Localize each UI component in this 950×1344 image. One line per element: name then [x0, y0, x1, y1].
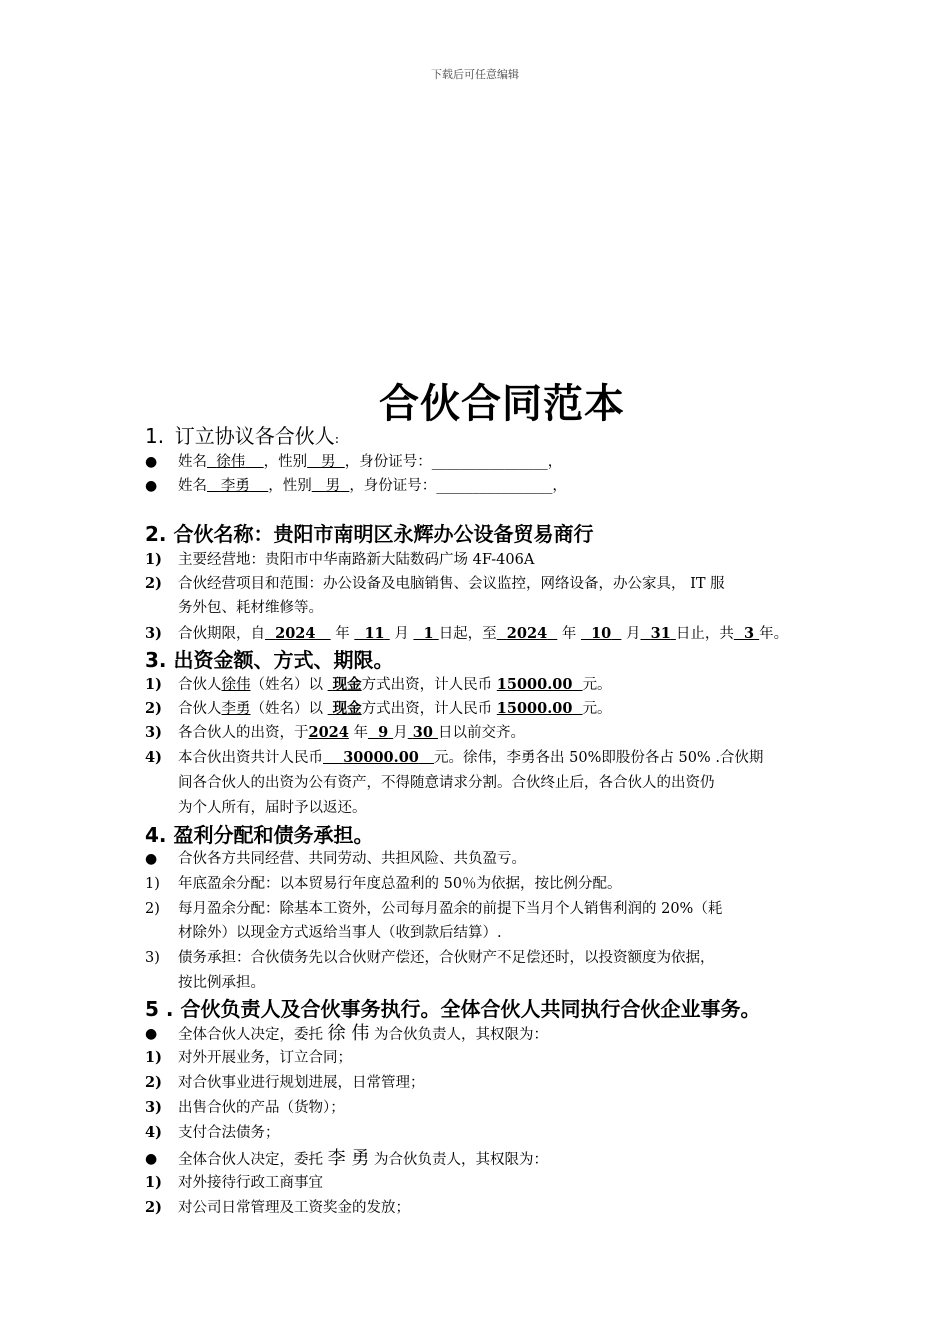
contribution-deadline: 各合伙人的出资，于2024 年 9 月 30 日以前交齐。 — [178, 724, 526, 741]
id-label: ，身份证号： — [349, 478, 437, 494]
gender-label: ，性别 — [263, 454, 308, 470]
partner-1-gender: 男 — [320, 454, 336, 470]
business-address: 主要经营地：贵阳市中华南路新大陆数码广场 4F-406A — [178, 552, 535, 568]
delegate-2: 全体合伙人决定，委托 李 勇 为合伙负责人，其权限为： — [178, 1148, 548, 1169]
name-label: 姓名 — [178, 478, 207, 494]
total-contribution-line-2: 间各合伙人的出资为公有资产，不得随意请求分割。合伙终止后，各合伙人的出资仍 — [178, 775, 715, 791]
section-5-heading — [145, 996, 760, 1023]
row-end: ， — [552, 478, 567, 494]
partner-2-gender: 男 — [325, 478, 341, 494]
item-number: 3) — [145, 1099, 162, 1116]
business-scope-line-2: 务外包、耗材维修等。 — [178, 600, 323, 616]
partner-1-name: 徐伟 — [216, 454, 246, 470]
bullet-icon: ● — [145, 1151, 158, 1167]
power-1: 对外开展业务，订立合同； — [178, 1050, 352, 1066]
item-number: 4) — [145, 749, 162, 766]
section-1-heading — [145, 423, 339, 451]
bullet-icon: ● — [145, 454, 158, 470]
power-4: 支付合法债务； — [178, 1125, 280, 1141]
contribution-2: 合伙人李勇（姓名）以 现金方式出资，计人民币 15000.00 元。 — [178, 700, 612, 717]
item-number: 2) — [145, 700, 162, 717]
item-number: 2) — [145, 1199, 162, 1216]
document-title: 合伙合同范本 — [379, 381, 625, 427]
power-2: 对合伙事业进行规划进展，日常管理； — [178, 1075, 425, 1091]
power-j1: 对外接待行政工商事宜 — [178, 1175, 323, 1191]
item-number: 3) — [145, 724, 162, 741]
debt-line-1: 债务承担：合伙债务先以合伙财产偿还，合伙财产不足偿还时，以投资额度为依据， — [178, 950, 715, 966]
bullet-icon: ● — [145, 851, 158, 867]
partner-1-id-blank: ________________ — [431, 454, 548, 470]
section-5-title: 5 . 合伙负责人及合伙事务执行。全体合伙人共同执行合伙企业事务。 — [145, 997, 761, 1021]
row-end: ， — [547, 454, 563, 470]
bullet-icon: ● — [145, 1026, 158, 1042]
section-4-title: 4. 盈利分配和债务承担。 — [145, 823, 374, 847]
partner-2-name: 李勇 — [220, 478, 250, 494]
shared-risk-text: 合伙各方共同经营、共同劳动、共担风险、共负盈亏。 — [178, 851, 526, 867]
id-label: ，身份证号： — [344, 454, 432, 470]
monthly-distribution-line-1: 每月盈余分配：除基本工资外，公司每月盈余的前提下当月个人销售利润的 20%（耗 — [178, 901, 723, 917]
item-number: 3) — [145, 950, 160, 966]
monthly-distribution-line-2: 材除外）以现金方式返给当事人（收到款后结算）. — [178, 925, 502, 941]
power-3: 出售合伙的产品（货物）； — [178, 1100, 345, 1116]
gender-label: ，性别 — [268, 478, 312, 494]
header-note: 下载后可任意编辑 — [431, 68, 519, 81]
section-2-title: 2. 合伙名称：贵阳市南明区永辉办公设备贸易商行 — [145, 522, 594, 546]
section-2-heading — [145, 521, 593, 548]
item-number: 1) — [145, 551, 162, 568]
debt-line-2: 按比例承担。 — [178, 975, 265, 991]
bullet-icon: ● — [145, 478, 158, 494]
item-number: 2) — [145, 1074, 162, 1091]
partner-2-id-blank: ________________ — [436, 478, 553, 494]
power-j2: 对公司日常管理及工资奖金的发放； — [178, 1200, 410, 1216]
item-number: 4) — [145, 1124, 162, 1141]
section-1-title: 订立协议各合伙人 — [174, 424, 335, 448]
total-contribution-line-3: 为个人所有，届时予以返还。 — [178, 800, 367, 816]
partnership-term: 合伙期限，自 2024 年 11 月 1 日起，至 2024 年 10 月 31 日止，共 3 年。 — [178, 625, 789, 642]
item-number: 1) — [145, 1049, 162, 1066]
business-scope-line-1: 合伙经营项目和范围：办公设备及电脑销售、会议监控，网络设备，办公家具， IT 服 — [178, 576, 725, 592]
total-contribution-line-1: 本合伙出资共计人民币 30000.00 元。徐伟，李勇各出 50%即股份各占 50% .合伙期 — [178, 749, 764, 766]
section-3-heading — [145, 647, 393, 674]
section-4-heading — [145, 822, 373, 849]
item-number: 1) — [145, 876, 160, 892]
section-1-colon: : — [334, 432, 340, 447]
section-3-title: 3. 出资金额、方式、期限。 — [145, 648, 394, 672]
item-number: 3) — [145, 625, 162, 642]
annual-distribution: 年底盈余分配：以本贸易行年度总盈利的 50％为依据，按比例分配。 — [178, 876, 622, 892]
item-number: 1) — [145, 676, 162, 693]
delegate-1: 全体合伙人决定，委托 徐 伟 为合伙负责人，其权限为： — [178, 1023, 548, 1044]
contribution-1: 合伙人徐伟（姓名）以 现金方式出资，计人民币 15000.00 元。 — [178, 676, 612, 693]
item-number: 2) — [145, 901, 160, 917]
item-number: 2) — [145, 575, 162, 592]
section-1-number: 1. — [145, 424, 165, 448]
item-number: 1) — [145, 1174, 162, 1191]
name-label: 姓名 — [178, 454, 207, 470]
